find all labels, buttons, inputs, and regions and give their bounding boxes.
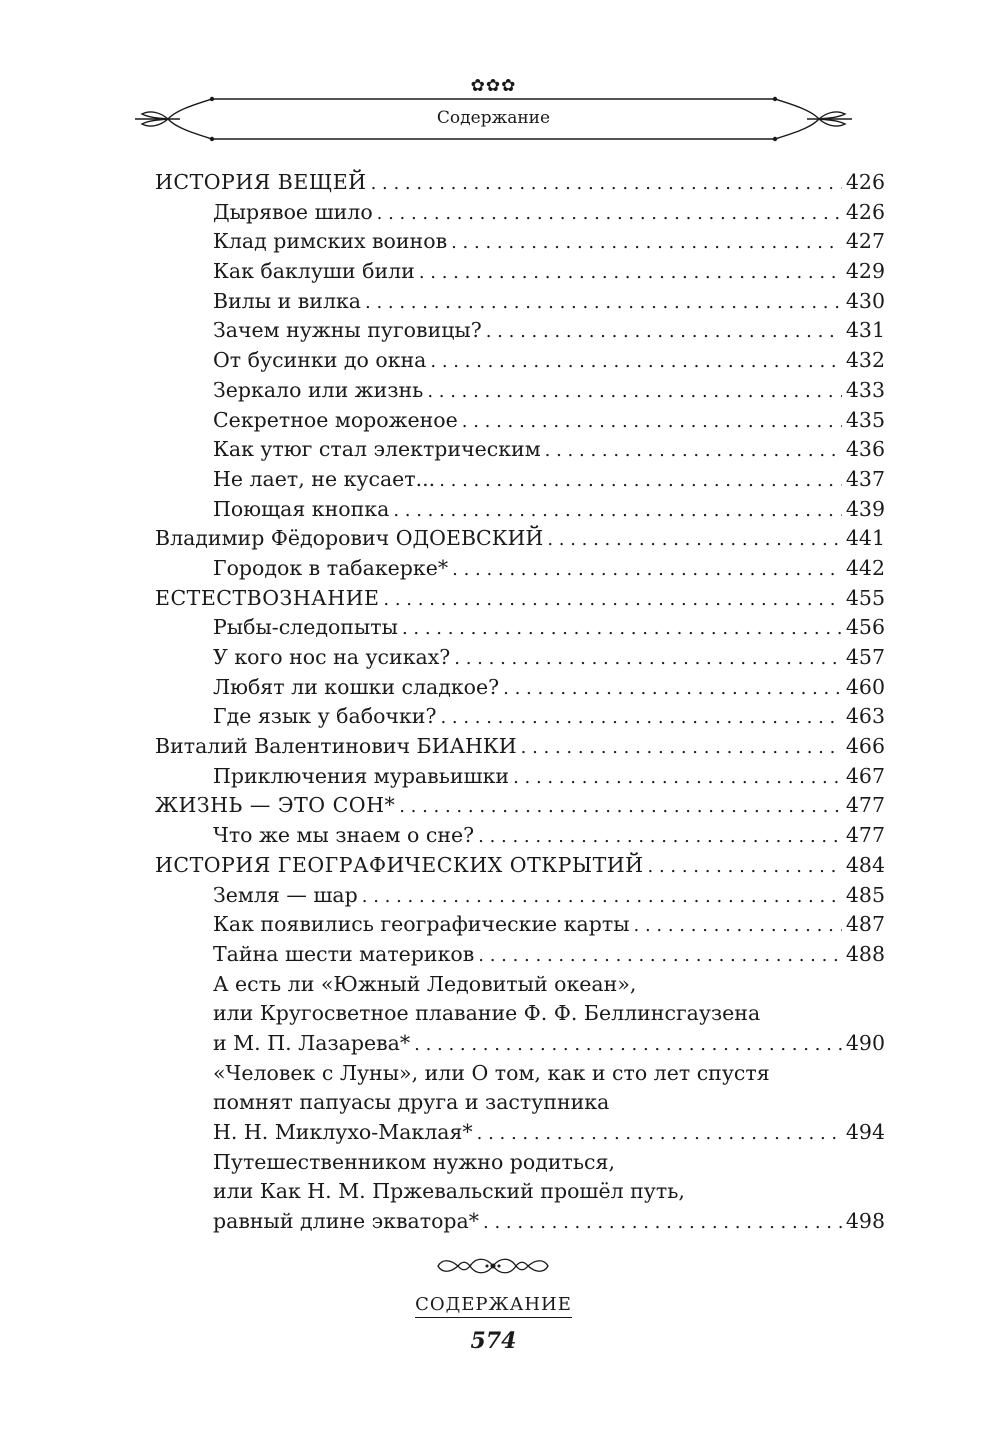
dot-leader	[430, 347, 841, 377]
footer-ornament	[0, 1254, 987, 1278]
toc-entry	[155, 1148, 885, 1237]
toc-page-number: 463	[845, 704, 885, 729]
dot-leader	[545, 436, 842, 466]
toc-entry	[155, 1059, 885, 1148]
toc-entry	[155, 673, 885, 703]
dot-leader	[462, 407, 842, 437]
dot-leader	[483, 1208, 842, 1238]
table-of-contents	[155, 168, 885, 1237]
toc-page-number: 431	[845, 318, 885, 343]
toc-entry	[155, 168, 885, 198]
running-header	[0, 70, 987, 160]
toc-page-number: 477	[845, 793, 885, 818]
toc-entry-title: Не лает, не кусает...	[213, 466, 436, 491]
toc-page-number: 441	[845, 526, 885, 551]
dot-leader	[452, 555, 842, 585]
dot-leader	[478, 822, 842, 852]
page-number: 574	[470, 1328, 517, 1354]
dot-leader	[521, 733, 842, 763]
toc-entry-title: ЖИЗНЬ — ЭТО СОН*	[155, 793, 396, 818]
toc-entry	[155, 524, 885, 554]
toc-entry-title: Дырявое шило	[213, 199, 373, 224]
toc-entry-title: Путешественником нужно родиться,	[213, 1149, 615, 1174]
toc-entry-title: Приключения муравьишки	[213, 763, 510, 788]
dot-leader	[454, 644, 842, 674]
toc-entry	[155, 910, 885, 940]
toc-entry-title: помнят папуасы друга и заступника	[213, 1090, 610, 1115]
toc-entry-title: и М. П. Лазарева*	[213, 1030, 411, 1055]
toc-entry	[155, 702, 885, 732]
dot-leader	[451, 228, 842, 258]
dot-leader	[365, 288, 842, 318]
toc-entry	[155, 495, 885, 525]
toc-entry-title: Н. Н. Миклухо-Маклая*	[213, 1120, 473, 1144]
toc-page-number: 460	[845, 674, 885, 699]
toc-page-number: 456	[845, 615, 885, 640]
toc-entry-title: Секретное мороженое	[213, 407, 458, 432]
toc-entry	[155, 227, 885, 257]
toc-entry	[155, 643, 885, 673]
dot-leader	[547, 525, 842, 555]
toc-page-number: 466	[845, 734, 885, 759]
toc-entry-title: Как появились географические карты	[213, 912, 630, 937]
toc-entry	[155, 287, 885, 317]
toc-entry	[155, 316, 885, 346]
dot-leader	[503, 674, 842, 704]
dot-leader	[486, 317, 842, 347]
toc-page-number: 430	[845, 288, 885, 313]
toc-page-number: 426	[845, 170, 885, 194]
dot-leader	[477, 1119, 842, 1149]
toc-entry-title: ИСТОРИЯ ГЕОГРАФИЧЕСКИХ ОТКРЫТИЙ	[155, 852, 644, 877]
toc-entry-title: Как баклуши били	[213, 259, 415, 284]
footer-section-label: СОДЕРЖАНИЕ	[0, 1292, 987, 1318]
toc-entry-title: или Кругосветное плавание Ф. Ф. Беллинсгаузена	[213, 1001, 761, 1026]
toc-entry	[155, 554, 885, 584]
toc-page-number: 485	[845, 882, 885, 907]
dot-leader	[371, 169, 842, 199]
toc-entry-title: Виталий Валентинович БИАНКИ	[155, 734, 517, 759]
toc-page-number: 433	[845, 377, 885, 402]
header-title: Содержание	[436, 108, 551, 128]
dot-leader	[513, 763, 842, 793]
toc-entry	[155, 851, 885, 881]
toc-entry	[155, 940, 885, 970]
toc-entry	[155, 970, 885, 1059]
toc-entry	[155, 435, 885, 465]
toc-page-number: 487	[845, 912, 885, 937]
toc-entry-title: или Как Н. М. Пржевальский прошёл путь,	[213, 1179, 685, 1204]
toc-entry-title: Владимир Фёдорович ОДОЕВСКИЙ	[155, 526, 544, 551]
toc-entry-title: Любят ли кошки сладкое?	[213, 674, 500, 699]
toc-entry	[155, 376, 885, 406]
toc-entry-title: А есть ли «Южный Ледовитый океан»,	[213, 971, 637, 996]
dot-leader	[419, 258, 842, 288]
toc-entry	[155, 346, 885, 376]
toc-entry-title: Что же мы знаем о сне?	[213, 823, 475, 848]
dot-leader	[439, 466, 842, 496]
toc-page-number: 432	[845, 348, 885, 373]
dot-leader	[377, 199, 842, 229]
toc-entry	[155, 881, 885, 911]
toc-page-number: 436	[845, 437, 885, 462]
toc-entry-title: Поющая кнопка	[213, 496, 390, 521]
toc-entry-title: Рыбы-следопыты	[213, 615, 398, 640]
toc-entry-title: Зеркало или жизнь	[213, 377, 424, 402]
toc-page-number: 488	[845, 941, 885, 966]
toc-entry	[155, 821, 885, 851]
toc-entry-title: Клад римских воинов	[213, 229, 448, 254]
dot-leader	[478, 941, 842, 971]
toc-page-number: 455	[845, 585, 885, 610]
toc-entry-title: Как утюг стал электрическим	[213, 437, 541, 462]
toc-entry-title: От бусинки до окна	[213, 348, 427, 373]
toc-entry-title: «Человек с Луны», или О том, как и сто лет спустя	[213, 1060, 770, 1085]
toc-entry-title: равный длине экватора*	[213, 1209, 479, 1234]
toc-entry-title: Земля — шар	[213, 882, 358, 907]
dot-leader	[414, 1030, 842, 1060]
toc-page-number: 467	[845, 763, 885, 788]
toc-entry-title: Зачем нужны пуговицы?	[213, 318, 482, 343]
toc-entry-title: Вилы и вилка	[213, 288, 362, 313]
toc-page-number: 498	[845, 1209, 885, 1234]
dot-leader	[362, 882, 842, 912]
dot-leader	[427, 377, 842, 407]
toc-page-number: 435	[845, 407, 885, 432]
toc-entry-title: ИСТОРИЯ ВЕЩЕЙ	[155, 170, 367, 194]
toc-entry	[155, 198, 885, 228]
toc-page-number: 426	[845, 199, 885, 224]
toc-entry-title: Тайна шести материков	[213, 941, 475, 966]
toc-entry-title: Городок в табакерке*	[213, 555, 449, 580]
toc-entry	[155, 762, 885, 792]
header-ornament: ✿✿✿	[470, 76, 517, 96]
dot-leader	[402, 614, 842, 644]
toc-entry	[155, 584, 885, 614]
toc-page-number: 490	[845, 1030, 885, 1055]
toc-page-number: 494	[845, 1120, 885, 1144]
toc-entry	[155, 613, 885, 643]
dot-leader	[440, 703, 841, 733]
dot-leader	[383, 585, 841, 615]
dot-leader	[634, 911, 842, 941]
toc-page-number: 429	[845, 259, 885, 284]
toc-entry-title: Где язык у бабочки?	[213, 704, 437, 729]
toc-page-number: 437	[845, 466, 885, 491]
toc-entry-title: ЕСТЕСТВОЗНАНИЕ	[155, 585, 380, 610]
toc-page-number: 442	[845, 555, 885, 580]
toc-entry-title: У кого нос на усиках?	[213, 645, 451, 669]
toc-page-number: 484	[845, 852, 885, 877]
toc-page-number: 477	[845, 823, 885, 848]
toc-entry	[155, 257, 885, 287]
toc-entry	[155, 465, 885, 495]
toc-page-number: 427	[845, 229, 885, 254]
dot-leader	[648, 852, 842, 882]
dot-leader	[399, 792, 842, 822]
toc-page-number: 439	[845, 496, 885, 521]
toc-entry	[155, 406, 885, 436]
dot-leader	[393, 496, 842, 526]
toc-entry	[155, 791, 885, 821]
toc-entry	[155, 732, 885, 762]
toc-page-number: 457	[845, 645, 885, 669]
